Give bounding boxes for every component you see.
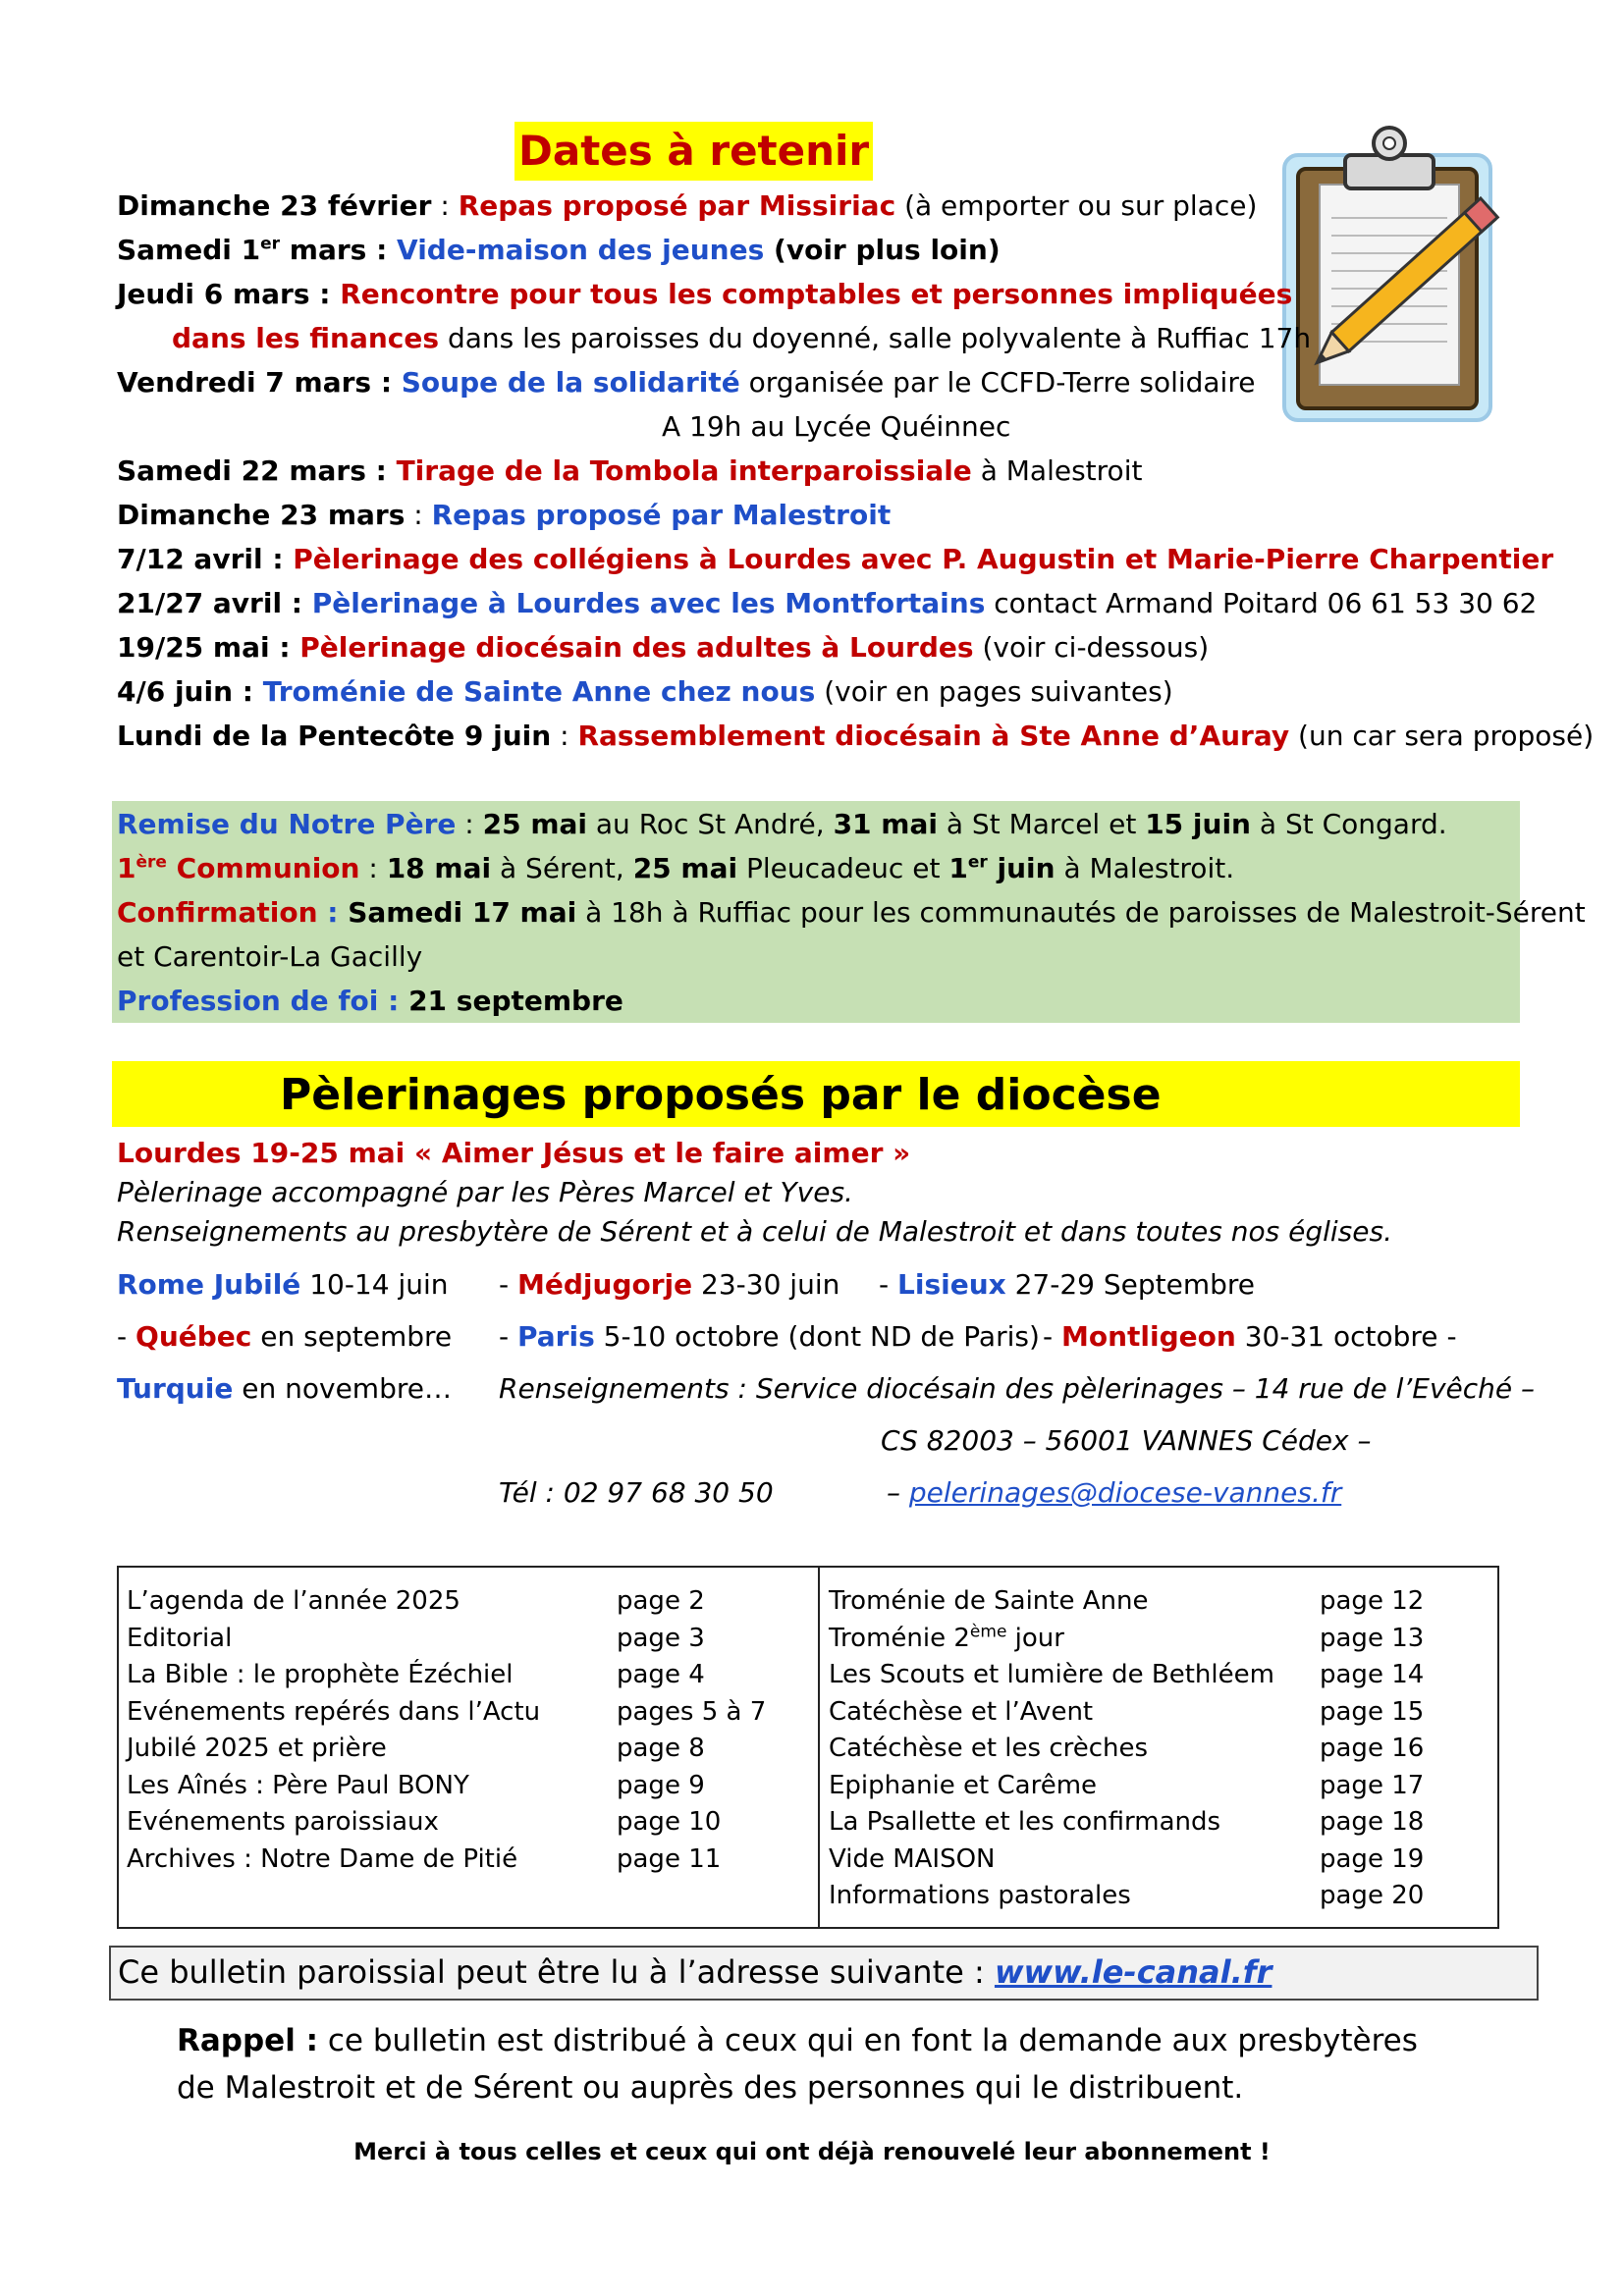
date-label: Samedi 22 mars : xyxy=(117,454,397,487)
toc-title: Evénements repérés dans l’Actu xyxy=(127,1696,541,1727)
toc-title xyxy=(829,1621,1064,1658)
toc-title-part: jour xyxy=(1006,1623,1064,1653)
toc-page: page 16 xyxy=(1320,1734,1425,1763)
toc-page: page 18 xyxy=(1320,1807,1425,1837)
info-line: CS 82003 – 56001 VANNES Cédex – xyxy=(881,1424,1372,1457)
date: 23-30 juin xyxy=(692,1268,840,1301)
date-line xyxy=(117,537,1553,581)
sep: : xyxy=(317,896,349,929)
phone: Tél : 02 97 68 30 50 xyxy=(499,1476,774,1509)
date-label: mars : xyxy=(280,234,398,266)
toc-page: page 12 xyxy=(1320,1586,1425,1616)
detail: contact Armand Poitard 06 61 53 30 62 xyxy=(985,587,1538,619)
date-line xyxy=(662,404,1010,449)
toc-page: page 8 xyxy=(617,1734,705,1763)
toc-title: Catéchèse et l’Avent xyxy=(829,1696,1094,1727)
date-label: Vendredi 7 mars : xyxy=(117,366,402,399)
website-notice xyxy=(118,1946,1272,1999)
table-divider xyxy=(818,1566,820,1927)
detail: organisée par le CCFD-Terre solidaire xyxy=(739,366,1256,399)
lourdes-title: Lourdes 19-25 mai « Aimer Jésus et le faire aimer » xyxy=(117,1137,911,1169)
sep: : xyxy=(456,808,483,840)
lourdes-heading xyxy=(117,1131,910,1175)
toc-title: Les Scouts et lumière de Bethléem xyxy=(829,1660,1274,1689)
destination: Québec xyxy=(135,1320,252,1353)
event: Soupe de la solidarité xyxy=(401,366,740,399)
date: 27-29 Septembre xyxy=(1005,1268,1256,1301)
toc-title: Catéchèse et les crèches xyxy=(829,1734,1149,1763)
toc-page: page 15 xyxy=(1320,1696,1425,1727)
sacrament-line xyxy=(117,802,1447,846)
event: Tirage de la Tombola interparoissiale xyxy=(396,454,972,487)
toc-title: L’agenda de l’année 2025 xyxy=(127,1586,460,1616)
pilgrimage-rome xyxy=(117,1258,449,1310)
lourdes-line: Renseignements au presbytère de Sérent et à celui de Malestroit et dans toutes nos églises. xyxy=(117,1215,1392,1248)
sep: : xyxy=(405,499,432,531)
toc-page: page 4 xyxy=(617,1660,705,1689)
detail: (à emporter ou sur place) xyxy=(895,189,1258,222)
event: Pèlerinage diocésain des adultes à Lourdes xyxy=(299,631,974,664)
event: Pèlerinage des collégiens à Lourdes avec P. Augustin et Marie-Pierre Charpentier xyxy=(293,543,1554,575)
date-label: Samedi 1 xyxy=(117,234,261,266)
toc-title: Epiphanie et Carême xyxy=(829,1770,1098,1800)
superscript: ème xyxy=(969,1621,1007,1641)
event: Rassemblement diocésain à Ste Anne d’Auray xyxy=(577,720,1290,752)
pilgrimage-quebec xyxy=(117,1310,452,1362)
text: au Roc St André, xyxy=(587,808,834,840)
toc-title: Evénements paroissiaux xyxy=(127,1807,439,1837)
date: 1 xyxy=(948,852,968,884)
date: 15 juin xyxy=(1145,808,1251,840)
detail: (voir ci-dessous) xyxy=(973,631,1210,664)
date-label: 7/12 avril : xyxy=(117,543,294,575)
superscript: ère xyxy=(135,852,167,873)
dash: - xyxy=(879,1268,898,1301)
date-label: Jeudi 6 mars : xyxy=(117,278,341,310)
date: 21 septembre xyxy=(408,985,623,1017)
toc-title: Editorial xyxy=(127,1623,233,1653)
date-label: Lundi de la Pentecôte 9 juin xyxy=(117,720,552,752)
date: 5-10 octobre (dont ND de Paris) xyxy=(594,1320,1040,1353)
destination: Lisieux xyxy=(897,1268,1006,1301)
superscript: er xyxy=(967,852,988,873)
toc-title: Informations pastorales xyxy=(829,1881,1131,1910)
thanks-message: Merci à tous celles et ceux qui ont déjà renouvelé leur abonnement ! xyxy=(353,2138,1271,2165)
date-line xyxy=(172,316,1311,360)
toc-page: page 10 xyxy=(617,1807,722,1837)
event: dans les finances xyxy=(172,322,440,354)
text: à St Marcel et xyxy=(937,808,1146,840)
toc-title: Troménie de Sainte Anne xyxy=(829,1586,1149,1616)
event: Repas proposé par Malestroit xyxy=(431,499,892,531)
text: à Malestroit. xyxy=(1055,852,1235,884)
toc-title: Jubilé 2025 et prière xyxy=(127,1734,387,1763)
date-label: Dimanche 23 février xyxy=(117,189,432,222)
dates-title: Dates à retenir xyxy=(514,122,873,181)
event: Troménie de Sainte Anne chez nous xyxy=(262,675,816,708)
email-link[interactable]: pelerinages@diocese-vannes.fr xyxy=(908,1476,1342,1509)
toc-title: La Psallette et les confirmands xyxy=(829,1807,1221,1837)
date-line xyxy=(117,625,1209,669)
date-label: 21/27 avril : xyxy=(117,587,312,619)
event: Vide-maison des jeunes xyxy=(397,234,765,266)
sacrament-line xyxy=(117,846,1234,890)
destination: Médjugorje xyxy=(517,1268,693,1301)
destination: Paris xyxy=(517,1320,595,1353)
dash: - xyxy=(499,1320,518,1353)
toc-page: pages 5 à 7 xyxy=(617,1696,767,1727)
date-line xyxy=(117,449,1142,493)
sacrament-label: Communion xyxy=(166,852,360,884)
date: en septembre xyxy=(251,1320,453,1353)
toc-page: page 13 xyxy=(1320,1623,1425,1653)
date: 10-14 juin xyxy=(300,1268,449,1301)
toc-page: page 3 xyxy=(617,1623,705,1653)
date-line xyxy=(117,714,1594,758)
date: 25 mai xyxy=(632,852,738,884)
date-line xyxy=(117,184,1257,228)
event: Rencontre pour tous les comptables et personnes impliquées xyxy=(340,278,1293,310)
date-label: 4/6 juin : xyxy=(117,675,263,708)
toc-page: page 9 xyxy=(617,1770,705,1800)
lourdes-line: Pèlerinage accompagné par les Pères Marcel et Yves. xyxy=(117,1176,853,1208)
event: Repas proposé par Missiriac xyxy=(458,189,896,222)
toc-title: La Bible : le prophète Ézéchiel xyxy=(127,1660,514,1689)
pilgrimages-title: Pèlerinages proposés par le diocèse xyxy=(280,1070,1162,1120)
superscript: er xyxy=(260,234,281,254)
sacrament-line xyxy=(117,979,623,1023)
detail: (voir en pages suivantes) xyxy=(815,675,1173,708)
toc-title-part: Troménie 2 xyxy=(829,1623,970,1653)
dash: - xyxy=(499,1268,518,1301)
rappel-paragraph xyxy=(177,2017,1453,2111)
sep: : xyxy=(551,720,578,752)
destination: Turquie xyxy=(117,1372,234,1405)
date-line xyxy=(117,360,1255,404)
rappel-text: ce bulletin est distribué à ceux qui en font la demande aux presbytères de Malestroit et de Sérent ou auprès des personnes qui le distribuent. xyxy=(177,2023,1418,2106)
toc-title: Archives : Notre Dame de Pitié xyxy=(127,1843,518,1874)
detail: (un car sera proposé) xyxy=(1289,720,1595,752)
notice-text: Ce bulletin paroissial peut être lu à l’adresse suivante : xyxy=(118,1953,995,1991)
dash: – xyxy=(887,1476,909,1509)
toc-title: Les Aînés : Père Paul BONY xyxy=(127,1770,469,1800)
toc-page: page 19 xyxy=(1320,1843,1425,1874)
website-link[interactable]: www.le-canal.fr xyxy=(994,1953,1272,1991)
detail: A 19h au Lycée Quéinnec xyxy=(662,410,1011,443)
date: 31 mai xyxy=(833,808,938,840)
pilgrimage-turquie xyxy=(117,1362,452,1415)
toc-page: page 11 xyxy=(617,1843,722,1874)
date: 18 mai xyxy=(386,852,492,884)
date: en novembre… xyxy=(233,1372,452,1405)
date-line xyxy=(117,228,1001,272)
sep: : xyxy=(431,189,459,222)
destination: Rome Jubilé xyxy=(117,1268,301,1301)
detail: dans les paroisses du doyenné, salle polyvalente à Ruffiac 17h xyxy=(439,322,1312,354)
sacrament-line xyxy=(117,934,422,979)
destination: Montligeon xyxy=(1061,1320,1236,1353)
date: Samedi 17 mai xyxy=(348,896,577,929)
pilgrimage-montligeon xyxy=(1043,1310,1457,1362)
dash: - xyxy=(117,1320,136,1353)
toc-page: page 17 xyxy=(1320,1770,1425,1800)
event: Pèlerinage à Lourdes avec les Montfortains xyxy=(311,587,986,619)
info-line: Renseignements : Service diocésain des pèlerinages – 14 rue de l’Evêché – xyxy=(499,1372,1536,1405)
text: à St Congard. xyxy=(1250,808,1447,840)
sacrament-line xyxy=(117,890,1586,934)
date: 25 mai xyxy=(482,808,587,840)
pilgrimage-lisieux xyxy=(879,1258,1255,1310)
date-label: Dimanche 23 mars xyxy=(117,499,406,531)
date-line xyxy=(117,493,891,537)
date: 30-31 octobre - xyxy=(1235,1320,1457,1353)
date-label: 19/25 mai : xyxy=(117,631,300,664)
toc-page: page 2 xyxy=(617,1586,705,1616)
sacrament-label: Confirmation xyxy=(117,896,318,929)
text: à 18h à Ruffiac pour les communautés de paroisses de Malestroit-Sérent xyxy=(576,896,1586,929)
sep: : xyxy=(359,852,387,884)
dash: - xyxy=(1043,1320,1062,1353)
pilgrimage-paris xyxy=(499,1310,1040,1362)
date-line xyxy=(117,581,1537,625)
text: à Sérent, xyxy=(491,852,633,884)
email-line xyxy=(887,1467,1341,1519)
sacrament-label: Remise du Notre Père xyxy=(117,808,457,840)
clipboard-icon xyxy=(1276,120,1514,428)
sacrament-label: Profession de foi : xyxy=(117,985,409,1017)
pilgrimage-medjugorje xyxy=(499,1258,839,1310)
text: Pleucadeuc et xyxy=(737,852,949,884)
date-line xyxy=(117,272,1292,316)
rappel-label: Rappel : xyxy=(177,2023,319,2058)
toc-page: page 20 xyxy=(1320,1881,1425,1910)
text: et Carentoir-La Gacilly xyxy=(117,940,423,973)
toc-page: page 14 xyxy=(1320,1660,1425,1689)
detail: (voir plus loin) xyxy=(764,234,1001,266)
sacrament-label: 1 xyxy=(117,852,136,884)
date-line xyxy=(117,669,1173,714)
toc-title: Vide MAISON xyxy=(829,1843,996,1874)
date: juin xyxy=(987,852,1056,884)
detail: à Malestroit xyxy=(971,454,1143,487)
